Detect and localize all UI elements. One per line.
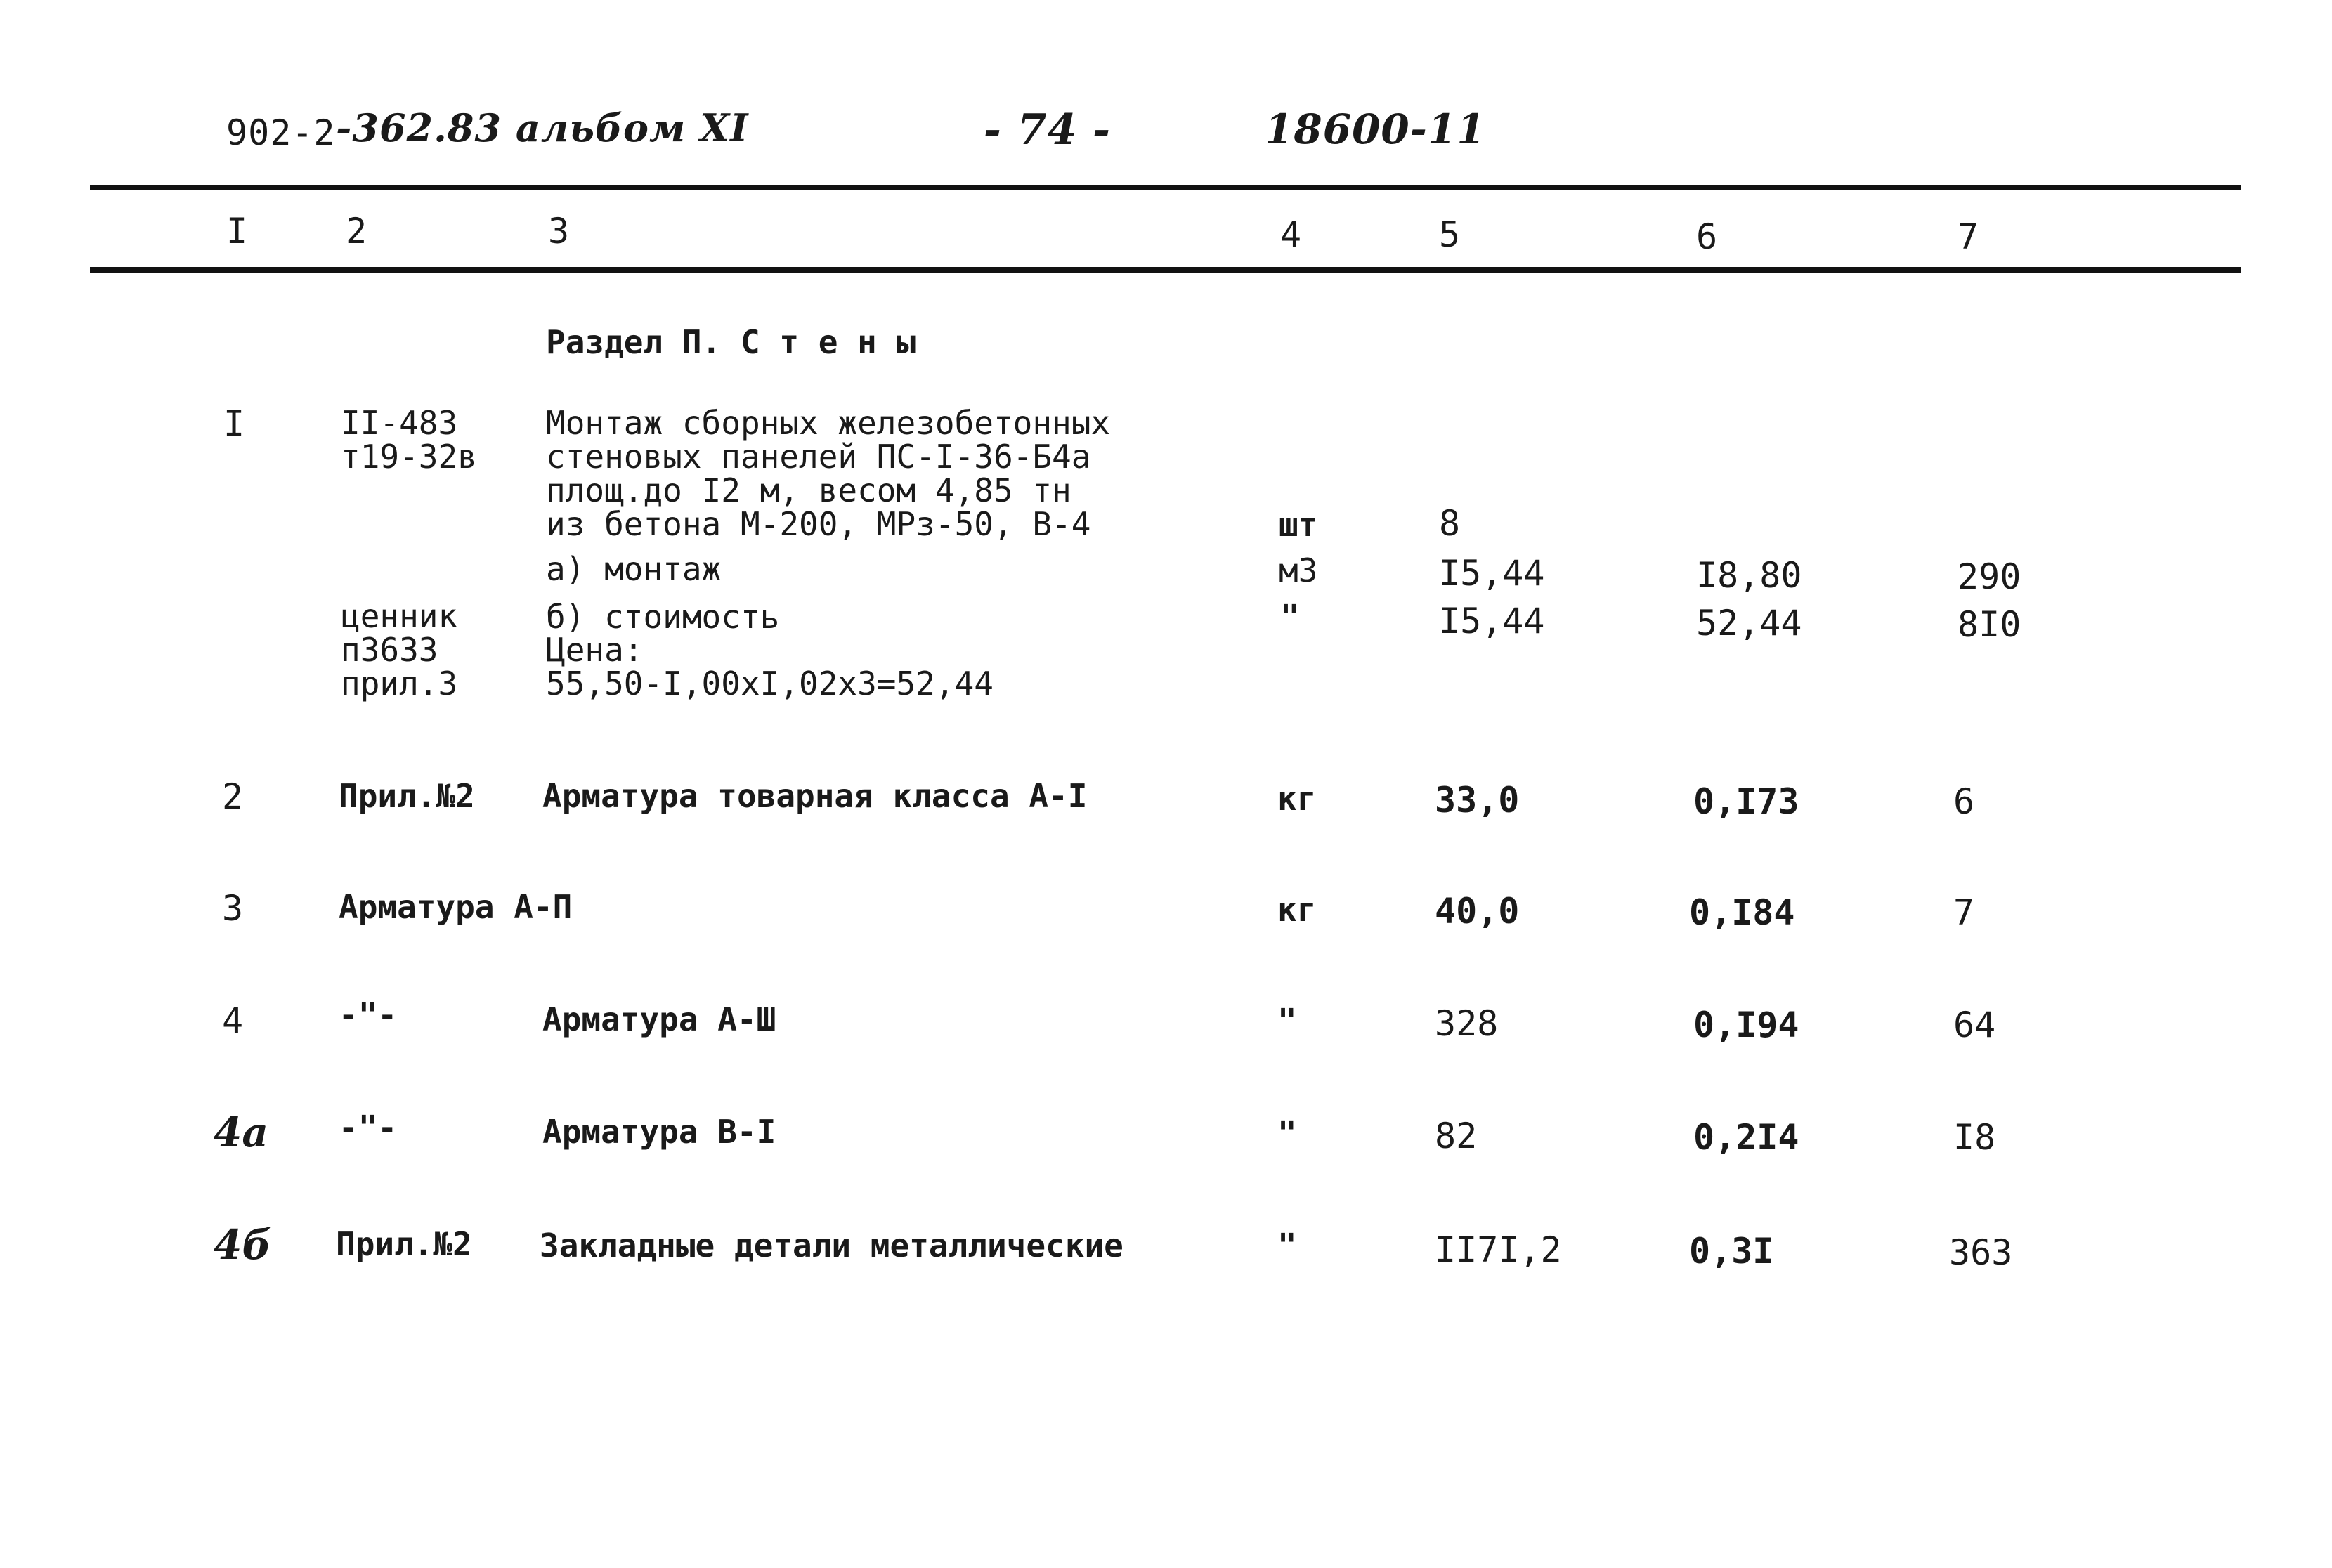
row-3-quantity: 40,0 <box>1435 891 1520 932</box>
row-1-price-calculation <box>546 631 994 703</box>
desc-line: площ.до I2 м, весом 4,85 тн <box>546 471 1071 509</box>
row-1-description <box>546 406 1110 541</box>
row-3-price: 0,I84 <box>1689 892 1795 933</box>
row-4-unit: " <box>1277 1002 1297 1040</box>
top-rule <box>90 185 2241 190</box>
price-ref-line: п3633 <box>341 631 438 669</box>
row-4a-number: 4а <box>214 1109 268 1156</box>
row-1a-price: I8,80 <box>1696 555 1802 596</box>
row-1-unit: шт <box>1279 506 1318 544</box>
row-4-total: 64 <box>1953 1005 1996 1045</box>
row-1-price-reference <box>341 597 458 703</box>
row-1b-total: 8I0 <box>1958 604 2021 645</box>
page-number: - 74 - <box>984 105 1112 155</box>
row-2-number: 2 <box>222 776 244 817</box>
row-2-unit: кг <box>1277 780 1317 818</box>
column-number-2: 2 <box>346 211 367 251</box>
price-line: 55,50-I,00хI,02х3=52,44 <box>546 665 994 703</box>
header-bottom-rule <box>90 267 2241 273</box>
row-4-quantity: 328 <box>1435 1003 1499 1044</box>
row-4b-quantity: II7I,2 <box>1435 1229 1562 1270</box>
column-number-5: 5 <box>1439 214 1461 255</box>
row-2-price: 0,I73 <box>1693 781 1799 822</box>
row-1b-price: 52,44 <box>1696 603 1802 643</box>
price-ref-line: прил.3 <box>341 665 458 703</box>
price-ref-line: ценник <box>341 597 458 635</box>
row-2-description: Арматура товарная класса А-I <box>542 777 1088 815</box>
price-line: Цена: <box>546 631 644 669</box>
row-4a-reference: -"- <box>339 1109 398 1146</box>
row-4a-price: 0,2I4 <box>1693 1117 1799 1158</box>
row-4b-unit: " <box>1277 1227 1297 1265</box>
row-3-number: 3 <box>222 888 244 929</box>
row-4-number: 4 <box>222 1000 244 1041</box>
order-number: 18600-11 <box>1265 105 1486 153</box>
row-4b-total: 363 <box>1949 1232 2013 1273</box>
column-number-4: 4 <box>1280 214 1302 255</box>
document-code: 902-2 <box>226 112 336 153</box>
desc-line: стеновых панелей ПС-I-36-Б4а <box>546 438 1091 476</box>
desc-line: Монтаж сборных железобетонных <box>546 404 1111 442</box>
row-3-unit: кг <box>1277 891 1317 929</box>
row-2-total: 6 <box>1953 781 1975 822</box>
desc-line: из бетона М-200, МРз-50, В-4 <box>546 505 1091 543</box>
column-number-6: 6 <box>1696 216 1718 257</box>
row-1-quantity: 8 <box>1439 503 1461 544</box>
row-1b-description: б) стоимость <box>546 598 780 636</box>
row-4a-unit: " <box>1277 1114 1297 1152</box>
column-number-7: 7 <box>1958 216 1979 257</box>
ref-line: II-483 <box>341 404 458 442</box>
row-1-number: I <box>223 403 245 444</box>
row-2-reference: Прил.№2 <box>339 777 475 815</box>
row-4-price: 0,I94 <box>1693 1005 1799 1045</box>
row-1-reference <box>341 404 477 476</box>
row-4a-description: Арматура В-I <box>542 1113 776 1151</box>
row-4-reference: -"- <box>339 996 398 1034</box>
row-4a-quantity: 82 <box>1435 1116 1478 1156</box>
section-title: Раздел П. С т е н ы <box>546 323 916 361</box>
row-3-reference: Арматура А-П <box>339 888 573 926</box>
row-2-quantity: 33,0 <box>1435 780 1520 821</box>
row-3-total: 7 <box>1953 892 1975 933</box>
row-1a-unit: м3 <box>1279 551 1318 589</box>
row-1b-unit: " <box>1280 598 1300 636</box>
column-number-1: I <box>226 211 248 251</box>
row-4b-number: 4б <box>214 1221 272 1269</box>
ref-line: т19-32в <box>341 438 477 476</box>
row-1a-description: а) монтаж <box>546 550 722 588</box>
row-4b-description: Закладные детали металлические <box>540 1227 1123 1265</box>
row-1a-total: 290 <box>1958 556 2021 597</box>
column-number-3: 3 <box>548 211 570 251</box>
document-code-handwritten: -362.83 альбом XI <box>336 105 749 150</box>
row-1b-quantity: I5,44 <box>1439 601 1545 641</box>
row-1a-quantity: I5,44 <box>1439 553 1545 594</box>
row-4a-total: I8 <box>1953 1117 1996 1158</box>
row-4b-price: 0,3I <box>1689 1231 1774 1272</box>
row-4b-reference: Прил.№2 <box>336 1225 472 1263</box>
row-4-description: Арматура А-Ш <box>542 1000 776 1038</box>
